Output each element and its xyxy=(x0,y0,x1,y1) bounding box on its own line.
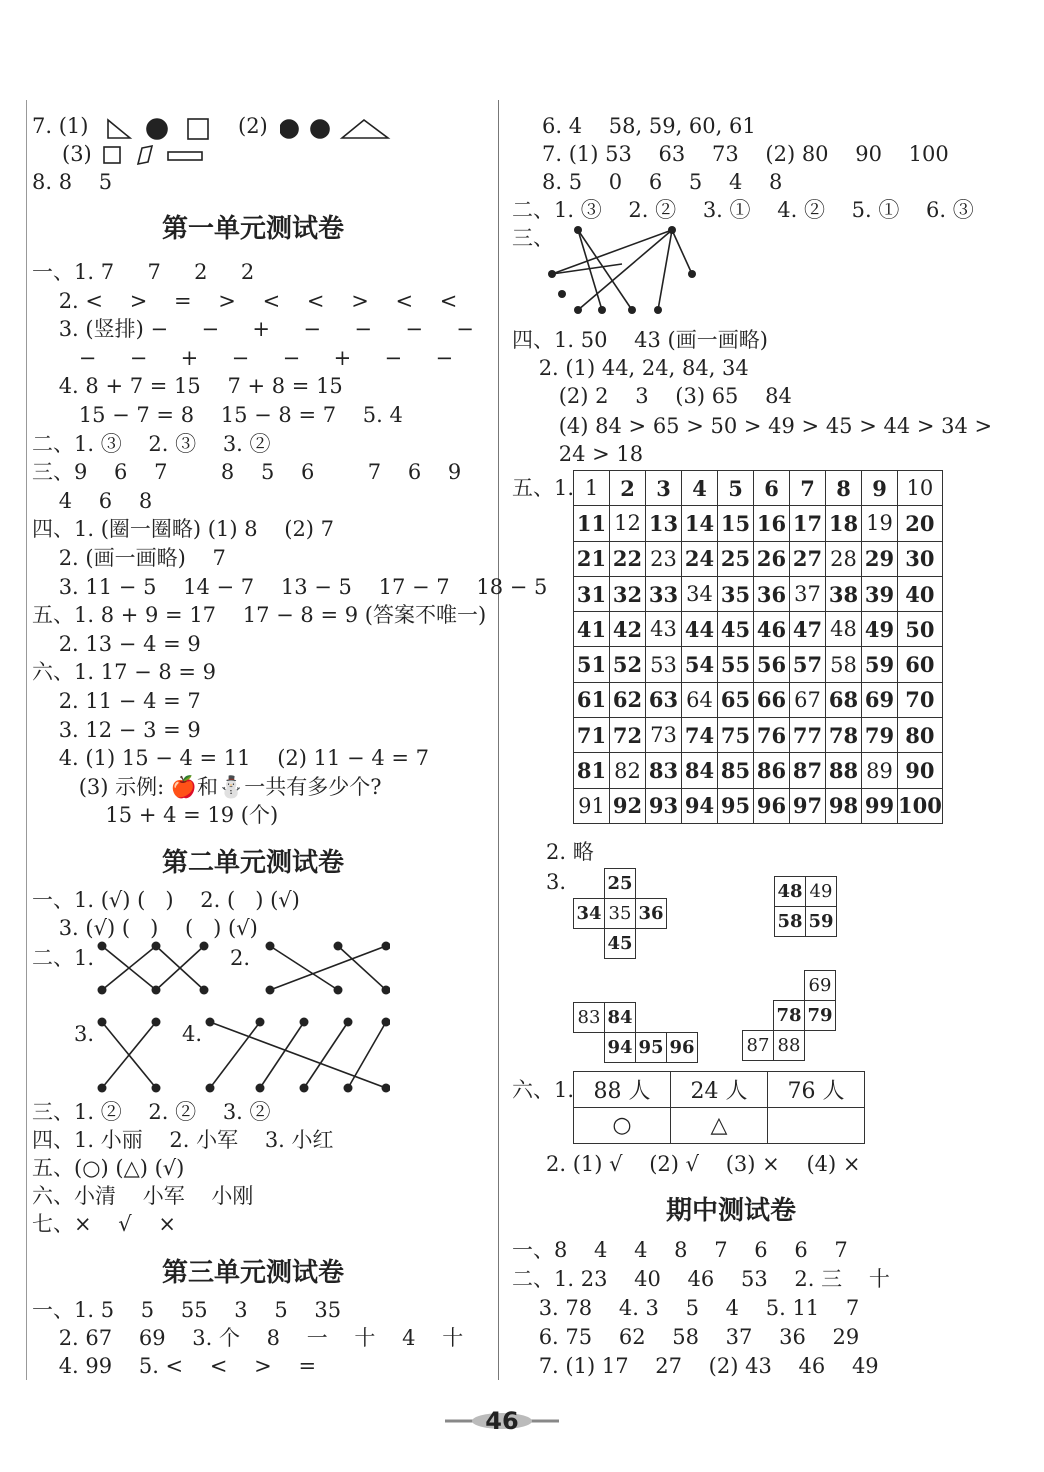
square-number-block xyxy=(774,876,837,937)
j-c: 79 xyxy=(805,1001,836,1031)
cross-right: 36 xyxy=(636,899,667,929)
unit2-line: 二、1. xyxy=(32,946,95,970)
six-line-2: 2. (1) √ (2) √ (3) × (4) × xyxy=(546,1152,861,1176)
hundred-chart-cell: 43 xyxy=(646,612,682,647)
unit1-line: 五、1. 8 + 9 = 17 17 − 8 = 9 (答案不唯一) xyxy=(32,603,487,628)
unit1-line: 二、1. ③ 2. ③ 3. ② xyxy=(32,431,271,456)
hundred-chart-cell: 21 xyxy=(574,541,610,576)
l-d: 95 xyxy=(636,1033,667,1063)
hundred-chart-cell: 25 xyxy=(718,541,754,576)
hundred-chart-cell: 9 xyxy=(862,471,898,506)
hundred-chart-cell: 67 xyxy=(790,682,826,717)
line-7-part2: (2) xyxy=(238,114,268,138)
hundred-chart-cell: 44 xyxy=(682,612,718,647)
hundred-chart-cell: 37 xyxy=(790,576,826,611)
hundred-chart-cell: 32 xyxy=(610,576,646,611)
right-mid-line: 24 > 18 xyxy=(512,442,644,466)
line-7-part1: 7. (1) xyxy=(32,114,89,138)
cross-number-block xyxy=(573,868,667,959)
hundred-chart-cell: 20 xyxy=(898,506,943,541)
hundred-chart-cell: 24 xyxy=(682,541,718,576)
hundred-chart-cell: 46 xyxy=(754,612,790,647)
unit2-line: 五、(○) (△) (√) xyxy=(32,1156,185,1180)
hundred-chart-cell: 74 xyxy=(682,718,718,753)
hundred-chart-cell: 96 xyxy=(754,788,790,823)
hundred-chart-cell: 62 xyxy=(610,682,646,717)
hundred-chart-cell: 7 xyxy=(790,471,826,506)
j-d: 87 xyxy=(743,1031,774,1061)
hundred-chart-cell: 1 xyxy=(574,471,610,506)
hundred-chart-cell: 82 xyxy=(610,753,646,788)
midterm-line: 3. 78 4. 3 5 4 5. 11 7 xyxy=(512,1296,860,1320)
hundred-chart-cell: 69 xyxy=(862,682,898,717)
hundred-chart-cell: 53 xyxy=(646,647,682,682)
hundred-chart-cell: 97 xyxy=(790,788,826,823)
unit1-line: 15 − 7 = 8 15 − 8 = 7 5. 4 xyxy=(32,403,403,427)
hundred-chart-cell: 83 xyxy=(646,753,682,788)
hundred-chart-cell: 50 xyxy=(898,612,943,647)
unit3-line: 4. 99 5. < < > = xyxy=(32,1354,317,1378)
left-margin-rule xyxy=(26,100,27,1380)
right-mid-line: 四、1. 50 43 (画一画略) xyxy=(512,328,768,352)
hundred-chart-cell: 58 xyxy=(826,647,862,682)
hundred-chart-cell: 16 xyxy=(754,506,790,541)
hundred-chart-cell: 40 xyxy=(898,576,943,611)
hundred-chart-cell: 98 xyxy=(826,788,862,823)
right-top-line: 8. 5 0 6 5 4 8 xyxy=(542,170,783,194)
hundred-chart-cell: 14 xyxy=(682,506,718,541)
unit2-line: 四、1. 小丽 2. 小军 3. 小红 xyxy=(32,1128,334,1152)
j-b: 78 xyxy=(774,1001,805,1031)
matching-lines-three xyxy=(542,224,722,320)
column-divider xyxy=(498,100,499,1380)
unit1-line: 4. 8 + 7 = 15 7 + 8 = 15 xyxy=(32,374,343,399)
unit2-line: 七、× √ × xyxy=(32,1212,176,1236)
hundred-chart-cell: 93 xyxy=(646,788,682,823)
hundred-chart-cell: 56 xyxy=(754,647,790,682)
hundred-chart-cell: 33 xyxy=(646,576,682,611)
l-e: 96 xyxy=(667,1033,698,1063)
six-header: 88 人 xyxy=(574,1072,671,1108)
cross-top: 25 xyxy=(605,869,636,899)
midterm-line: 7. (1) 17 27 (2) 43 46 49 xyxy=(512,1354,879,1378)
hundred-chart-cell: 86 xyxy=(754,753,790,788)
hundred-chart-cell: 45 xyxy=(718,612,754,647)
l-b: 84 xyxy=(605,1003,636,1033)
unit1-line: − − + − − + − − xyxy=(32,345,454,370)
unit2-title: 第二单元测试卷 xyxy=(162,848,345,878)
hundred-chart-cell: 68 xyxy=(826,682,862,717)
six-mark xyxy=(768,1108,865,1144)
after-chart-line-2: 2. 略 xyxy=(546,840,594,864)
cross-left: 34 xyxy=(574,899,605,929)
hundred-chart-cell: 66 xyxy=(754,682,790,717)
hundred-chart-cell: 6 xyxy=(754,471,790,506)
hundred-chart-cell: 71 xyxy=(574,718,610,753)
hundred-chart-cell: 18 xyxy=(826,506,862,541)
hundred-chart-cell: 8 xyxy=(826,471,862,506)
midterm-line: 6. 75 62 58 37 36 29 xyxy=(512,1325,860,1349)
hundred-chart-cell: 55 xyxy=(718,647,754,682)
midterm-line: 二、1. 23 40 46 53 2. 三 十 xyxy=(512,1267,890,1291)
hundred-chart-cell: 49 xyxy=(862,612,898,647)
unit3-line: 一、1. 5 5 55 3 5 35 xyxy=(32,1298,342,1322)
cross-center: 35 xyxy=(605,899,636,929)
square-b: 49 xyxy=(806,877,837,907)
j-a: 69 xyxy=(805,971,836,1001)
six-mark: ○ xyxy=(574,1108,671,1144)
hundred-chart-cell: 42 xyxy=(610,612,646,647)
hundred-chart-cell: 99 xyxy=(862,788,898,823)
hundred-chart-cell: 38 xyxy=(826,576,862,611)
hundred-chart-cell: 34 xyxy=(682,576,718,611)
unit2-label-3: 3. xyxy=(74,1022,95,1046)
hundred-chart-cell: 90 xyxy=(898,753,943,788)
six-mark: △ xyxy=(671,1108,768,1144)
hundred-chart-cell: 35 xyxy=(718,576,754,611)
unit3-line: 2. 67 69 3. 个 8 一 十 4 十 xyxy=(32,1326,464,1350)
unit1-line: 2. 13 − 4 = 9 xyxy=(32,631,201,656)
unit2-label-4: 4. xyxy=(182,1022,203,1046)
unit1-line: 3. 11 − 5 14 − 7 13 − 5 17 − 7 18 − 5 xyxy=(32,574,548,599)
after-chart-line-3: 3. xyxy=(546,870,567,894)
hundred-chart-cell: 11 xyxy=(574,506,610,541)
right-mid-line: (4) 84 > 65 > 50 > 49 > 45 > 44 > 34 > xyxy=(512,414,993,438)
hundred-chart-cell: 4 xyxy=(682,471,718,506)
hundred-chart-cell: 95 xyxy=(718,788,754,823)
hundred-chart-cell: 87 xyxy=(790,753,826,788)
square-d: 59 xyxy=(806,907,837,937)
right-mid-line: (2) 2 3 (3) 65 84 xyxy=(512,384,792,408)
hundred-chart-cell: 84 xyxy=(682,753,718,788)
right-top-line: 6. 4 58, 59, 60, 61 xyxy=(542,114,756,138)
hundred-chart-cell: 10 xyxy=(898,471,943,506)
cross-bottom: 45 xyxy=(605,929,636,959)
unit1-line: 4. (1) 15 − 4 = 11 (2) 11 − 4 = 7 xyxy=(32,746,429,771)
unit2-line: 一、1. (√) ( ) 2. ( ) (√) xyxy=(32,888,300,912)
hundred-chart-cell: 75 xyxy=(718,718,754,753)
hundred-chart-cell: 48 xyxy=(826,612,862,647)
shape-icons-row1b xyxy=(280,116,400,142)
hundred-chart-cell: 3 xyxy=(646,471,682,506)
hundred-chart-cell: 80 xyxy=(898,718,943,753)
unit1-line: 15 + 4 = 19 (个) xyxy=(32,803,279,828)
hundred-chart-cell: 91 xyxy=(574,788,610,823)
hundred-chart-cell: 76 xyxy=(754,718,790,753)
hundred-chart-cell: 60 xyxy=(898,647,943,682)
line-7-part3: (3) xyxy=(62,142,92,166)
hundred-chart-cell: 28 xyxy=(826,541,862,576)
unit1-line: (3) 示例: 🍎和⛄一共有多少个? xyxy=(32,774,382,799)
unit2-line: 六、小清 小军 小刚 xyxy=(32,1184,254,1208)
shape-icons-row1 xyxy=(106,116,256,142)
unit1-line: 2. < > = > < < > < < xyxy=(32,288,458,313)
six-header: 24 人 xyxy=(671,1072,768,1108)
hundred-chart-cell: 12 xyxy=(610,506,646,541)
l-c: 94 xyxy=(605,1033,636,1063)
unit1-line: 2. (画一画略) 7 xyxy=(32,546,226,570)
six-answer-table xyxy=(573,1071,865,1144)
hundred-chart-cell: 19 xyxy=(862,506,898,541)
hundred-chart-cell: 22 xyxy=(610,541,646,576)
hundred-chart-cell: 77 xyxy=(790,718,826,753)
hundred-chart-cell: 61 xyxy=(574,682,610,717)
right-mid-line: 2. (1) 44, 24, 84, 34 xyxy=(512,356,749,380)
line-8: 8. 8 5 xyxy=(32,170,113,194)
shape-icons-row2 xyxy=(102,144,212,168)
unit1-line: 2. 11 − 4 = 7 xyxy=(32,689,201,713)
hundred-chart-cell: 57 xyxy=(790,647,826,682)
right-top-line: 7. (1) 53 63 73 (2) 80 90 100 xyxy=(542,142,949,166)
hundred-chart-cell: 72 xyxy=(610,718,646,753)
six-header: 76 人 xyxy=(768,1072,865,1108)
hundred-chart-cell: 52 xyxy=(610,647,646,682)
hundred-chart-cell: 39 xyxy=(862,576,898,611)
l-number-block xyxy=(573,1002,698,1063)
unit1-line: 六、1. 17 − 8 = 9 xyxy=(32,660,217,685)
midterm-title: 期中测试卷 xyxy=(666,1196,797,1226)
hundred-chart-cell: 2 xyxy=(610,471,646,506)
hundred-chart-cell: 92 xyxy=(610,788,646,823)
hundred-chart-cell: 100 xyxy=(898,788,943,823)
hundred-chart-cell: 54 xyxy=(682,647,718,682)
hundred-chart-cell: 78 xyxy=(826,718,862,753)
hundred-chart-cell: 81 xyxy=(574,753,610,788)
unit3-title: 第三单元测试卷 xyxy=(162,1258,345,1288)
hundred-chart-cell: 30 xyxy=(898,541,943,576)
square-c: 58 xyxy=(775,907,806,937)
hundred-chart-cell: 27 xyxy=(790,541,826,576)
hundred-chart-cell: 94 xyxy=(682,788,718,823)
unit2-line: 3. (√) ( ) ( ) (√) xyxy=(32,916,258,940)
j-e: 88 xyxy=(774,1031,805,1061)
unit2-line: 三、1. ② 2. ② 3. ② xyxy=(32,1100,271,1124)
hundred-chart-cell: 64 xyxy=(682,682,718,717)
unit1-line: 一、1. 7 7 2 2 xyxy=(32,260,255,284)
hundred-chart-cell: 26 xyxy=(754,541,790,576)
hundred-chart-cell: 5 xyxy=(718,471,754,506)
hundred-chart-cell: 73 xyxy=(646,718,682,753)
hundred-chart-cell: 31 xyxy=(574,576,610,611)
hundred-chart-cell: 59 xyxy=(862,647,898,682)
j-number-block xyxy=(742,970,836,1061)
hundred-chart-cell: 41 xyxy=(574,612,610,647)
unit1-line: 3. 12 − 3 = 9 xyxy=(32,717,201,742)
hundred-chart-cell: 17 xyxy=(790,506,826,541)
hundred-chart-cell: 85 xyxy=(718,753,754,788)
hundred-chart-cell: 70 xyxy=(898,682,943,717)
square-a: 48 xyxy=(775,877,806,907)
right-top-line: 二、1. ③ 2. ② 3. ① 4. ② 5. ① 6. ③ xyxy=(512,198,974,222)
hundred-chart-cell: 63 xyxy=(646,682,682,717)
hundred-chart xyxy=(573,470,943,824)
hundred-chart-cell: 47 xyxy=(790,612,826,647)
unit1-line: 4 6 8 xyxy=(32,488,153,513)
hundred-chart-cell: 36 xyxy=(754,576,790,611)
hundred-chart-cell: 23 xyxy=(646,541,682,576)
right-mid-line: 五、1. xyxy=(512,476,575,500)
hundred-chart-cell: 51 xyxy=(574,647,610,682)
unit1-line: 四、1. (圈一圈略) (1) 8 (2) 7 xyxy=(32,517,335,542)
midterm-line: 一、8 4 4 8 7 6 6 7 xyxy=(512,1238,848,1262)
hundred-chart-cell: 89 xyxy=(862,753,898,788)
unit1-line: 3. (竖排) − − + − − − − xyxy=(32,317,474,342)
hundred-chart-cell: 13 xyxy=(646,506,682,541)
right-top-line: 三、 xyxy=(512,226,554,250)
unit1-title: 第一单元测试卷 xyxy=(162,214,345,244)
matching-lines-unit2 xyxy=(90,940,390,1100)
l-a: 83 xyxy=(574,1003,605,1033)
six-label: 六、1. xyxy=(512,1078,575,1102)
unit2-label-2: 2. xyxy=(230,946,251,970)
page-number: 46 xyxy=(485,1407,519,1435)
hundred-chart-cell: 88 xyxy=(826,753,862,788)
unit1-line: 三、9 6 7 8 5 6 7 6 9 xyxy=(32,460,462,485)
hundred-chart-cell: 29 xyxy=(862,541,898,576)
hundred-chart-cell: 79 xyxy=(862,718,898,753)
hundred-chart-cell: 15 xyxy=(718,506,754,541)
hundred-chart-cell: 65 xyxy=(718,682,754,717)
